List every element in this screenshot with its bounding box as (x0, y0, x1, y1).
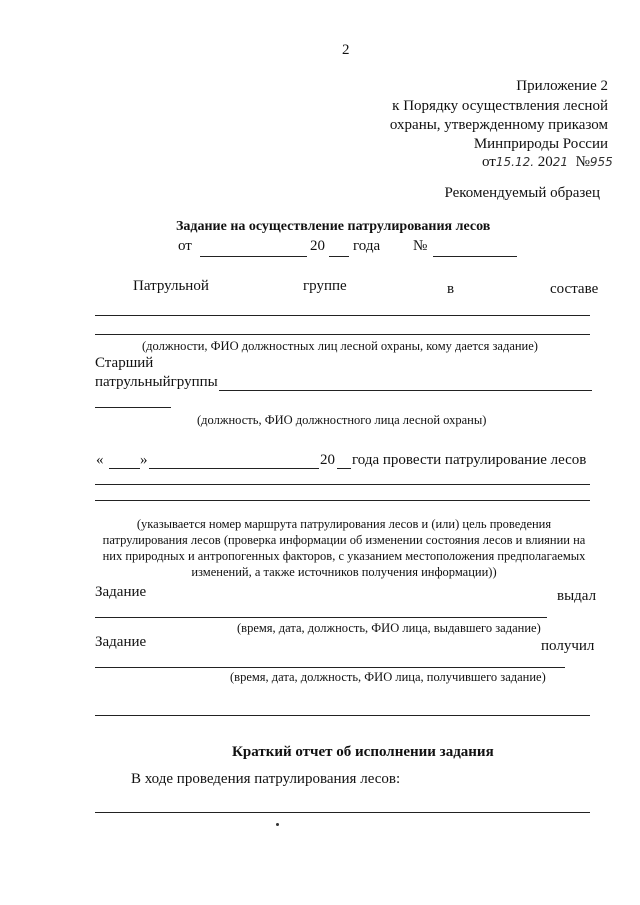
route-line-1[interactable] (95, 484, 590, 485)
task-date-20: 20 (310, 238, 325, 254)
patrol-year-line[interactable] (337, 468, 351, 469)
task-number-sign: № (413, 238, 428, 254)
task-date-from: от (178, 238, 192, 254)
speck-mark (276, 823, 279, 826)
patrol-day-line[interactable] (109, 468, 140, 469)
received-caption: (время, дата, должность, ФИО лица, получившего задание) (230, 670, 546, 684)
order-year-prefix: 20 (537, 154, 553, 170)
task-number-line[interactable] (433, 256, 517, 257)
patrol-date-20: 20 (320, 452, 335, 468)
route-caption-4: изменений, а также источников получения информации)) (191, 565, 497, 579)
appendix-line-3: Минприроды России (473, 136, 608, 152)
task-title: Задание на осуществление патрулирования лесов (176, 219, 491, 234)
senior-line-2[interactable] (95, 407, 171, 408)
appendix-line-1: к Порядку осуществления лесной (392, 98, 608, 114)
patrol-group-line-2[interactable] (95, 334, 590, 335)
order-date-handwritten: 15.12. (495, 155, 535, 169)
report-title: Краткий отчет об исполнении задания (232, 744, 494, 760)
senior-caption: (должность, ФИО должностного лица лесной охраны) (197, 413, 487, 427)
patrol-word-4: составе (550, 281, 599, 297)
received-line[interactable] (95, 667, 565, 668)
senior-label-2: патрульныйгруппы (95, 374, 218, 390)
task-date-line[interactable] (200, 256, 307, 257)
patrol-date-open-quote: « (96, 452, 104, 468)
page-number: 2 (342, 42, 350, 58)
order-date-line (482, 154, 613, 171)
separator-line (95, 715, 590, 716)
patrol-word-1: Патрульной (133, 278, 209, 294)
route-caption-1: (указывается номер маршрута патрулирования лесов и (или) цель проведения (136, 517, 552, 531)
order-number-prefix: № (575, 154, 590, 170)
patrol-date-text: года провести патрулирование лесов (352, 452, 587, 468)
report-intro: В ходе проведения патрулирования лесов: (131, 771, 401, 787)
issued-line[interactable] (95, 617, 547, 618)
patrol-word-2: группе (303, 278, 347, 294)
patrol-group-caption: (должности, ФИО должностных лиц лесной охраны, кому дается задание) (142, 339, 538, 353)
received-word: получил (541, 638, 595, 654)
patrol-date-close-quote: » (140, 452, 148, 468)
patrol-month-line[interactable] (149, 468, 319, 469)
senior-line-1[interactable] (219, 390, 592, 391)
order-year-handwritten: 21 (552, 155, 569, 169)
report-line[interactable] (95, 812, 590, 813)
task-year-line[interactable] (329, 256, 349, 257)
recommended-sample-label: Рекомендуемый образец (444, 185, 600, 201)
route-line-2[interactable] (95, 500, 590, 501)
issued-word: выдал (557, 588, 597, 604)
order-date-prefix: от (482, 154, 496, 170)
appendix-line-2: охраны, утвержденному приказом (389, 117, 608, 133)
issued-task-label: Задание (95, 584, 147, 600)
order-number-handwritten: 955 (589, 155, 613, 169)
patrol-word-3: в (447, 281, 455, 297)
appendix-title: Приложение 2 (516, 78, 608, 94)
route-caption-3: них природных и антропогенных факторов, с указанием местоположения предполагаемых (102, 549, 586, 563)
issued-caption: (время, дата, должность, ФИО лица, выдавшего задание) (237, 621, 541, 635)
route-caption-2: патрулирования лесов (проверка информации об изменении состояния лесов и влиянии на (102, 533, 586, 547)
senior-label-1: Старший (95, 355, 154, 371)
task-date-year-word: года (353, 238, 381, 254)
patrol-group-line-1[interactable] (95, 315, 590, 316)
received-task-label: Задание (95, 634, 147, 650)
